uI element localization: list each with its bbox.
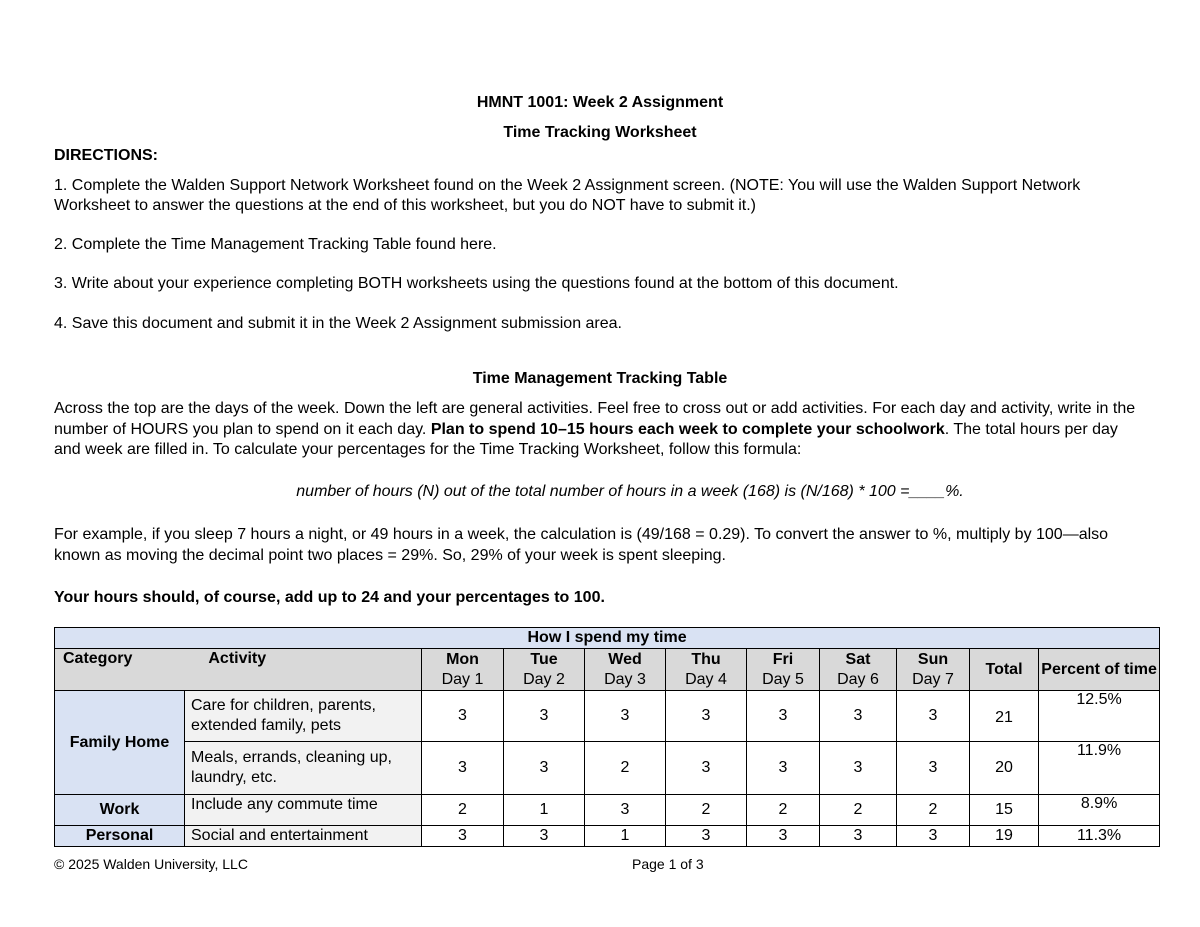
intro-text-2: . The total hours per day and week are filled in. To calculate your percentages for the Time Tracking Worksheet, follow this formula: xyxy=(54,420,1118,458)
hours-cell: 3 xyxy=(747,742,820,795)
category-personal: Personal xyxy=(55,826,185,847)
hours-cell: 3 xyxy=(422,826,504,847)
directions-label: DIRECTIONS: xyxy=(54,147,158,164)
table-row xyxy=(55,691,1160,742)
day-name: Mon xyxy=(446,650,479,668)
time-tracking-table xyxy=(54,627,1160,847)
example-text: For example, if you sleep 7 hours a night, or 49 hours in a week, the calculation is (49/168 = 0.29). To convert the answer to %, multiply by 100—also known as moving the decimal point two places = 29%. So, 29% of your week is spent sleeping. xyxy=(54,526,1109,564)
day-header-mon xyxy=(422,649,504,691)
hours-cell: 2 xyxy=(747,795,820,826)
table-row xyxy=(55,742,1160,795)
hours-cell: 1 xyxy=(504,795,585,826)
hours-cell: 3 xyxy=(422,742,504,795)
hours-cell: 3 xyxy=(585,795,666,826)
activity-cell: Include any commute time xyxy=(185,795,422,826)
activity-header: Activity xyxy=(208,650,267,667)
day-name: Sat xyxy=(845,650,871,668)
day-number: Day 4 xyxy=(685,670,727,688)
section-intro xyxy=(54,399,1146,461)
hours-cell: 2 xyxy=(422,795,504,826)
hours-cell: 3 xyxy=(747,691,820,742)
day-number: Day 6 xyxy=(837,670,879,688)
category-header: Category xyxy=(63,650,133,667)
hours-cell: 3 xyxy=(820,691,897,742)
day-number: Day 1 xyxy=(441,670,484,688)
footer-page-number: Page 1 of 3 xyxy=(632,856,704,872)
day-header-tue xyxy=(504,649,585,691)
direction-item-1: 1. Complete the Walden Support Network Worksheet found on the Week 2 Assignment screen. (NOTE: You will use the Walden Support Network Worksheet to answer the questions at the end of this worksheet, but you do NOT have to submit it.) xyxy=(54,177,1081,214)
worksheet-title: Time Tracking Worksheet xyxy=(503,124,697,141)
category-activity-header xyxy=(55,649,422,691)
hours-cell: 3 xyxy=(504,742,585,795)
hours-cell: 3 xyxy=(666,691,747,742)
total-cell: 15 xyxy=(970,795,1039,826)
intro-text-1: Across the top are the days of the week. Down the left are general activities. Feel free to cross out or add activities. For each day and activity, write in the number of HOURS you plan to spend on it each day. xyxy=(54,400,1136,438)
hours-cell: 2 xyxy=(666,795,747,826)
total-cell: 19 xyxy=(970,826,1039,847)
direction-item-2: 2. Complete the Time Management Tracking Table found here. xyxy=(54,236,497,253)
day-name: Sun xyxy=(917,650,949,668)
percent-cell: 11.3% xyxy=(1039,826,1160,847)
category-family-home: Family Home xyxy=(55,691,185,795)
hours-cell: 3 xyxy=(897,826,970,847)
category-work: Work xyxy=(55,795,185,826)
table-row xyxy=(55,826,1160,847)
total-cell: 21 xyxy=(970,691,1039,742)
activity-cell: Meals, errands, cleaning up, laundry, etc. xyxy=(185,742,422,795)
day-header-thu xyxy=(666,649,747,691)
direction-item-3: 3. Write about your experience completing BOTH worksheets using the questions found at the bottom of this document. xyxy=(54,275,899,292)
intro-bold-text: Plan to spend 10–15 hours each week to complete your schoolwork xyxy=(430,420,945,438)
hours-cell: 2 xyxy=(585,742,666,795)
percent-cell: 11.9% xyxy=(1039,742,1160,795)
percent-header: Percent of time xyxy=(1039,649,1160,691)
hours-cell: 3 xyxy=(897,742,970,795)
formula-text: number of hours (N) out of the total number of hours in a week (168) is (N/168) * 100 =____%. xyxy=(296,483,964,500)
footer-copyright: © 2025 Walden University, LLC xyxy=(54,856,248,872)
total-header: Total xyxy=(970,649,1039,691)
percent-cell: 12.5% xyxy=(1039,691,1160,742)
hours-cell: 3 xyxy=(666,742,747,795)
hours-cell: 2 xyxy=(820,795,897,826)
day-number: Day 7 xyxy=(912,670,954,688)
hours-cell: 2 xyxy=(897,795,970,826)
day-number: Day 3 xyxy=(604,670,646,688)
day-header-sun xyxy=(897,649,970,691)
hours-cell: 3 xyxy=(422,691,504,742)
direction-item-4: 4. Save this document and submit it in the Week 2 Assignment submission area. xyxy=(54,315,622,332)
day-number: Day 5 xyxy=(762,670,804,688)
hours-cell: 3 xyxy=(504,826,585,847)
table-title: How I spend my time xyxy=(55,628,1160,649)
day-name: Wed xyxy=(608,650,642,668)
total-cell: 20 xyxy=(970,742,1039,795)
hours-cell: 3 xyxy=(666,826,747,847)
activity-cell: Care for children, parents, extended family, pets xyxy=(185,691,422,742)
hours-cell: 3 xyxy=(747,826,820,847)
percent-cell: 8.9% xyxy=(1039,795,1160,826)
hours-cell: 3 xyxy=(897,691,970,742)
table-row xyxy=(55,795,1160,826)
activity-cell: Social and entertainment xyxy=(185,826,422,847)
hours-cell: 1 xyxy=(585,826,666,847)
day-name: Tue xyxy=(530,650,558,668)
hours-cell: 3 xyxy=(585,691,666,742)
hours-cell: 3 xyxy=(820,742,897,795)
day-number: Day 2 xyxy=(523,670,565,688)
day-name: Thu xyxy=(691,650,721,668)
hours-cell: 3 xyxy=(504,691,585,742)
day-name: Fri xyxy=(772,650,794,668)
percent-note: Your hours should, of course, add up to 24 and your percentages to 100. xyxy=(54,589,605,606)
section-title: Time Management Tracking Table xyxy=(472,370,728,387)
day-header-wed xyxy=(585,649,666,691)
hours-cell: 3 xyxy=(820,826,897,847)
day-header-sat xyxy=(820,649,897,691)
course-title: HMNT 1001: Week 2 Assignment xyxy=(476,94,724,111)
day-header-fri xyxy=(747,649,820,691)
